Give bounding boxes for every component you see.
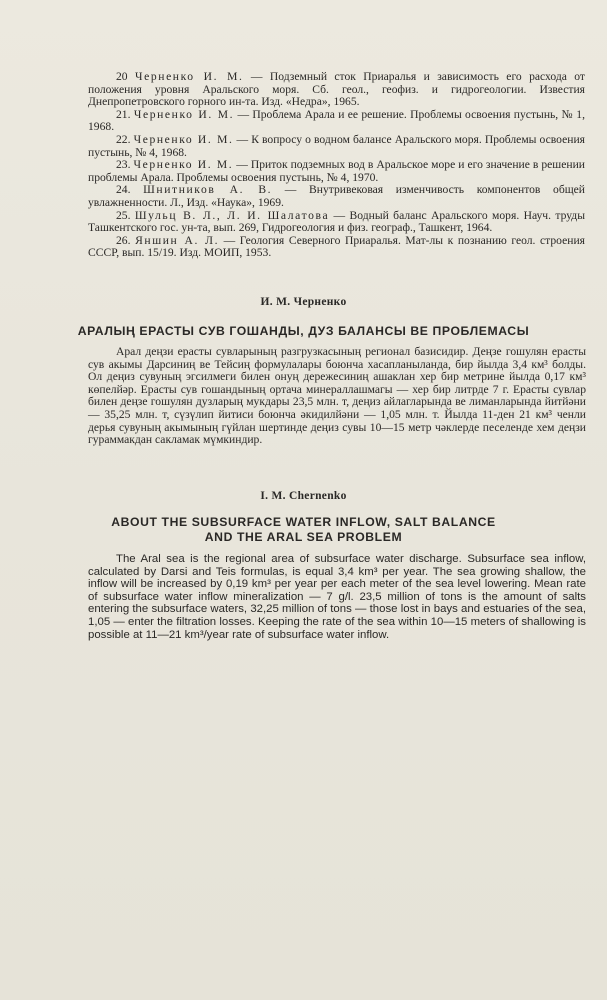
english-title: ABOUT THE SUBSURFACE WATER INFLOW, SALT BALANCE AND THE ARAL SEA PROBLEM [111,515,496,544]
english-author: I. M. Chernenko [260,490,347,502]
english-abstract: The Aral sea is the regional area of subsurface water discharge. Subsurface sea inflow, calculated by Darsi and Teis formulas, is equal 3,4 km³ per year. The sea growing shallow, the inflow will be increased by 0,19 km³ per year per each meter of the sea level lowering. Mean rate of subsurface water inflow mineralization — 7 g/l. 23,5 million of tons is the amount of salts entering the subsurface waters, 32,25 million of tons — those lost in bays and estuaries of the sea, 1,05 — enter the filtration losses. Keeping the rate of the sea within 10—15 meters of shallowing is possible at 11—21 km³/year rate of subsurface water inflow. [88,553,586,641]
turkmen-author: И. М. Черненко [260,296,347,308]
reference-item: 26. Яншин А. Л. — Геология Северного Приаралья. Мат-лы к познанию геол. строения СССР, вып. 15/19. Изд. МОИП, 1953. [88,233,585,260]
turkmen-title: АРАЛЫҢ ЕРАСТЫ СУВ ГОШАНДЫ, ДУЗ БАЛАНСЫ ВЕ ПРОБЛЕМАСЫ [77,324,530,338]
reference-list [88,71,585,260]
turkmen-abstract: Арал деңзи ерасты сувларының разгрузкасының регионал базисидир. Деңзе гошулян ерасты сув акымы Дарсиниң ве Тейсиң формулалары боюнча хасапланыланда, бир йылда 3,4 км³ болды. Ол деңиз сувуның эгсилмеги билен онуң дережесиниң ашаклан хер бир метрине йылда 0,17 км³ көпелйәр. Ерасты сув гошандының ортача минераллашмагы — хер бир литрде 7 г. Ерасты сувлар билен деңзе гошулян дузларың мукдары 23,5 млн. т, деңиз айлагларында ве лиманларында йитйәни — 35,25 млн. т, сүзүлип йитиси боюнча әкидилйәни — 1,05 млн. т. Йылда 11-ден 21 км³ ченли дерья сувуның акымының гүйлан шертинде деңиз сувы 10—15 метр чәклерде песеленде хем деңзи гураммакдан сакламак мүмкиндир. [88,345,586,447]
reference-item: 22. Черненко И. М. — К вопросу о водном балансе Аральского моря. Проблемы освоения пустынь, № 4, 1968. [88,132,585,159]
reference-item: 23. Черненко И. М. — Приток подземных вод в Аральское море и его значение в решении проблемы Арала. Проблемы освоения пустынь, № 4, 1970. [88,158,585,184]
reference-item: 20 Черненко И. М. — Подземный сток Приаралья и зависимость его расхода от положения уровня Аральского моря. Сб. геол., геофиз. и гидрогеологии. Известия Днепропетровского горного ин-та. Изд. «Недра», 1965. [88,70,585,109]
reference-item: 24. Шнитников А. В. — Внутривековая изменчивость компонентов общей увлажненности. Л., Изд. «Наука», 1969. [88,183,585,209]
reference-item: 25. Шульц В. Л., Л. И. Шалатова — Водный баланс Аральского моря. Науч. труды Ташкентского гос. ун-та, вып. 269, Гидрогеология и физ. географ., Ташкент, 1964. [88,208,585,235]
reference-item: 21. Черненко И. М. — Проблема Арала и ее решение. Проблемы освоения пустынь, № 1, 1968. [88,107,585,134]
